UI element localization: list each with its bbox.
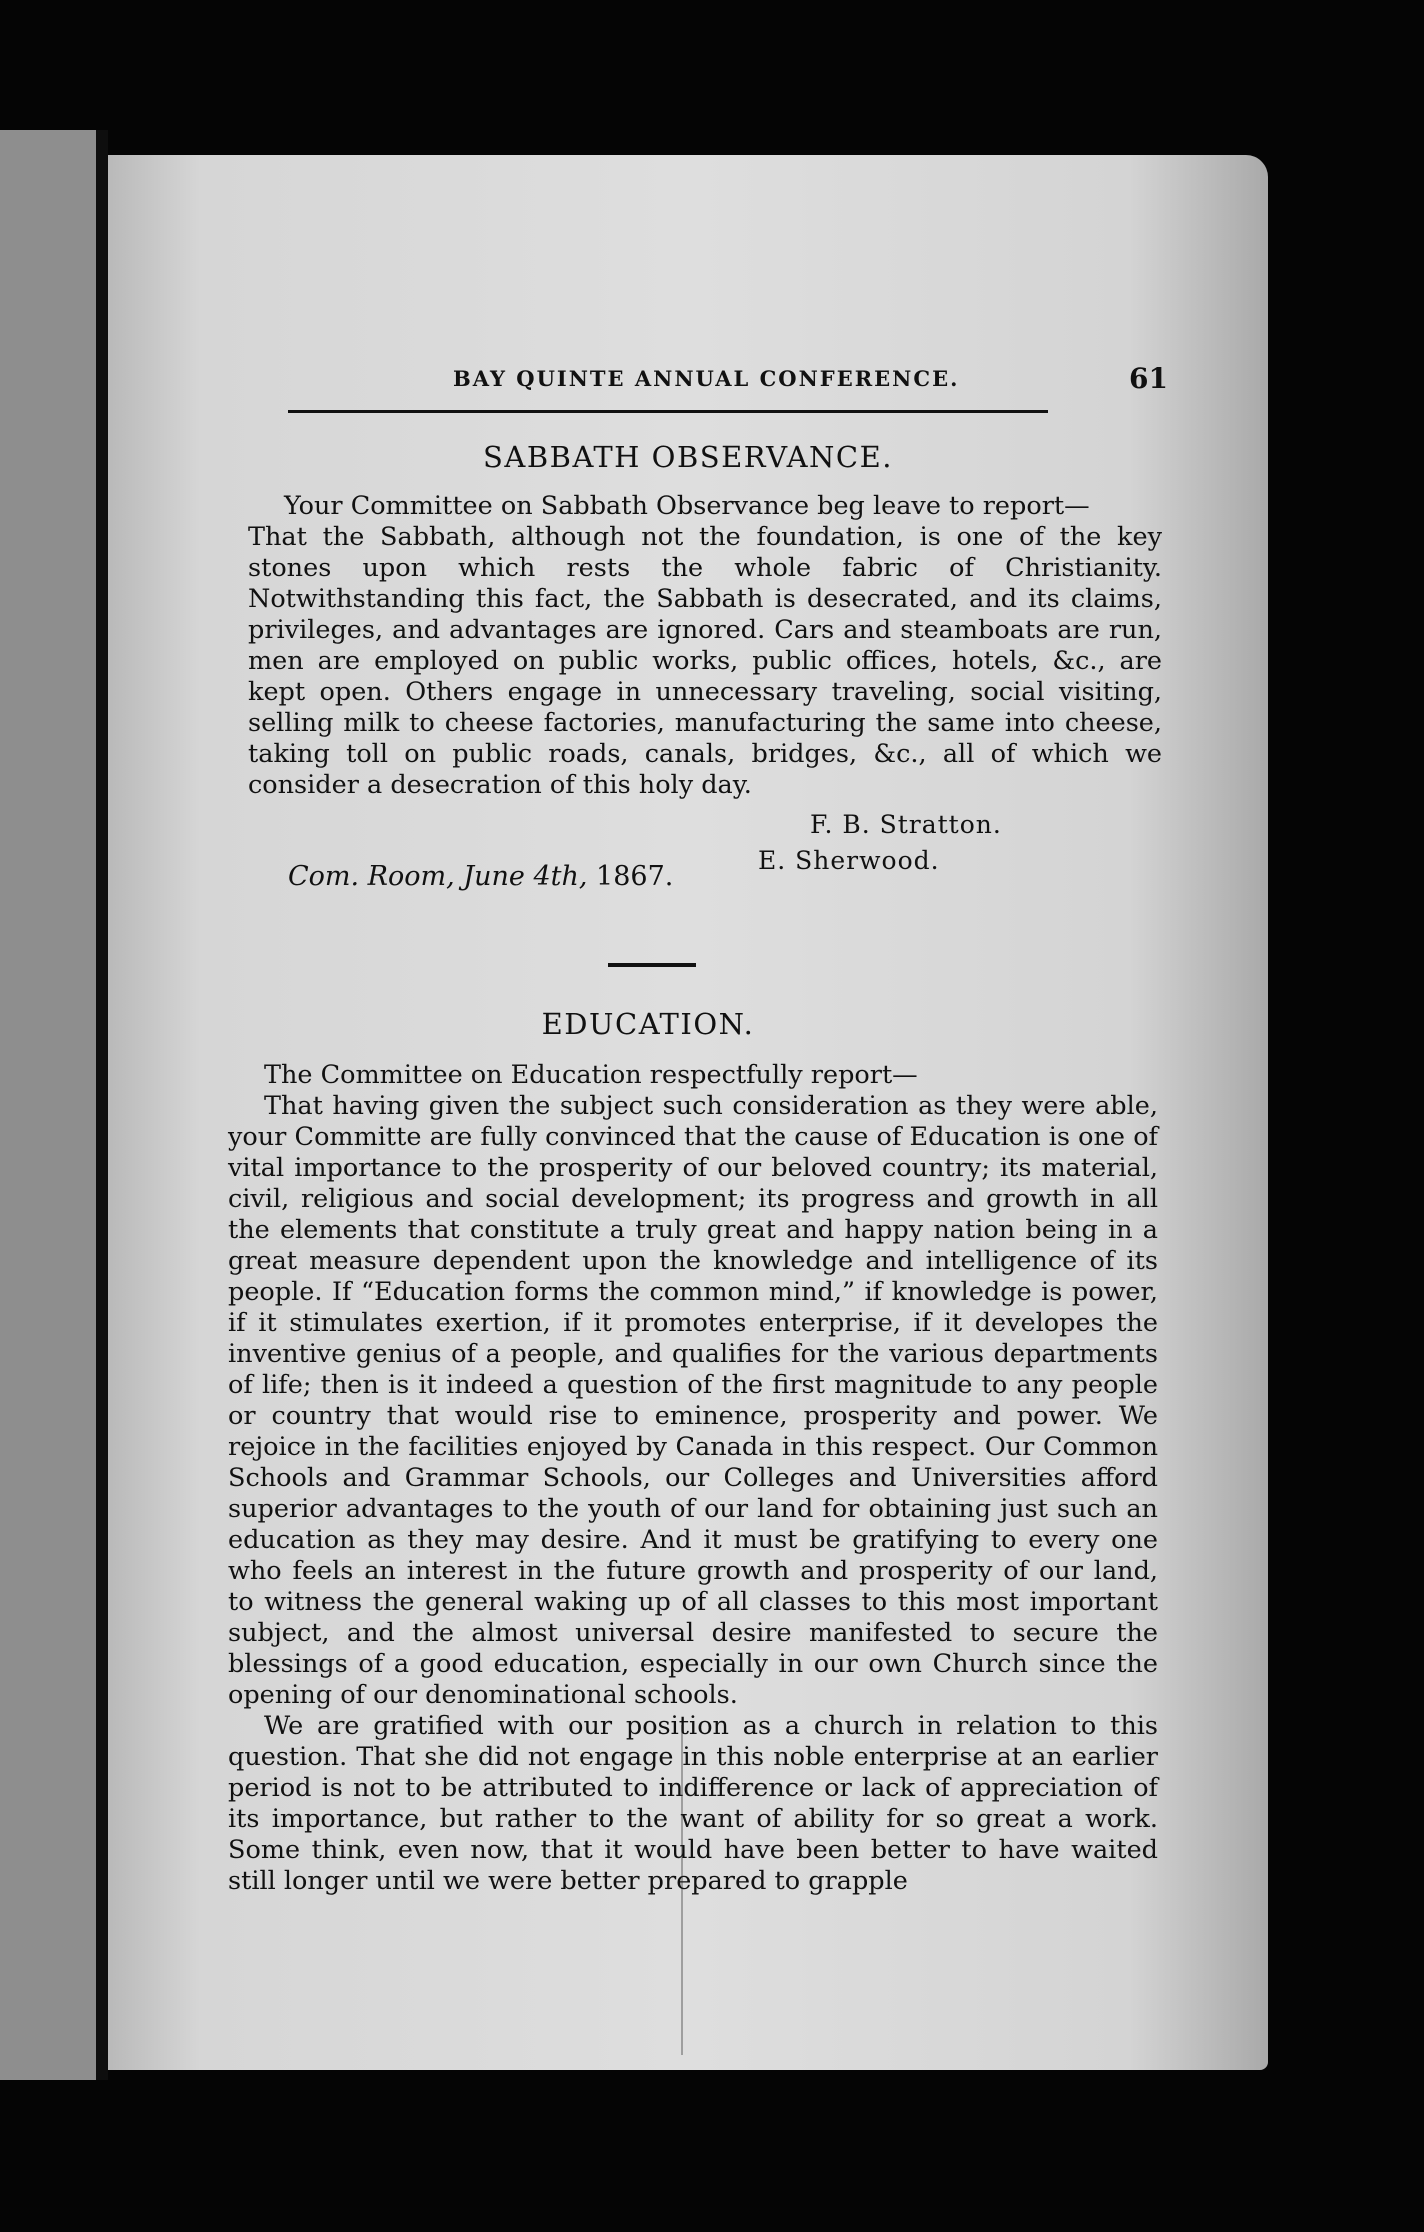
- page-fold-crease: [681, 1725, 683, 2055]
- signatory-sherwood: E. Sherwood.: [758, 846, 940, 875]
- education-body: [228, 1060, 1158, 1897]
- date-place: Com. Room, June 4th,: [288, 861, 588, 892]
- sabbath-body: [248, 491, 1162, 801]
- sabbath-title: SABBATH OBSERVANCE.: [483, 440, 893, 474]
- education-paragraph-3: We are gratified with our position as a church in relation to this question. That she did not engage in this noble enterprise at an earlier period is not to be attributed to indifference or lack of appreciation of its importance, but rather to the want of ability for so great a work. Some think, even now, that it would have been better to have waited still longer until we were better prepared to grapple: [228, 1711, 1158, 1896]
- signatory-stratton: F. B. Stratton.: [810, 810, 1002, 839]
- facing-page-edge: [0, 130, 96, 2080]
- page-number: 61: [1129, 362, 1168, 395]
- education-paragraph-2: That having given the subject such consideration as they were able, your Committe are fully convinced that the cause of Education is one of vital importance to the prosperity of our beloved country; its material, civil, religious and social development; its progress and growth in all the elements that constitute a truly great and happy nation being in a great measure dependent upon the knowledge and intelligence of its people. If “Education forms the common mind,” if knowledge is power, if it stimulates exertion, if it promotes enterprise, if it developes the inventive genius of a people, and qualifies for the various departments of life; then is it indeed a question of the first magnitude to any people or country that would rise to eminence, prosperity and power. We rejoice in the facilities enjoyed by Canada in this respect. Our Common Schools and Grammar Schools, our Colleges and Universities afford superior advantages to the youth of our land for obtaining just such an education as they may desire. And it must be gratifying to every one who feels an interest in the future growth and prosperity of our land, to witness the general waking up of all classes to this most important subject, and the almost universal desire manifested to secure the blessings of a good education, especially in our own Church since the opening of our denominational schools.: [228, 1091, 1158, 1710]
- date-year: 1867.: [596, 861, 674, 892]
- page-header: [288, 362, 1168, 396]
- committee-date: [288, 861, 673, 892]
- header-rule: [288, 410, 1048, 413]
- document-page: [108, 155, 1268, 2070]
- sabbath-paragraph-1: Your Committee on Sabbath Observance beg leave to report—: [284, 491, 1090, 521]
- section-divider: [608, 963, 696, 967]
- sabbath-paragraph-2: That the Sabbath, although not the foundation, is one of the key stones upon which rests the whole fabric of Christianity. Notwithstanding this fact, the Sabbath is desecrated, and its claims, privileges, and advantages are ignored. Cars and steamboats are run, men are employed on public works, public offices, hotels, &c., are kept open. Others engage in unnecessary traveling, social visiting, selling milk to cheese factories, manufacturing the same into cheese, taking toll on public roads, canals, bridges, &c., all of which we consider a desecration of this holy day.: [248, 522, 1162, 800]
- running-head: BAY QUINTE ANNUAL CONFERENCE.: [453, 366, 960, 391]
- sabbath-signatories: [758, 807, 1088, 879]
- education-title: EDUCATION.: [541, 1007, 755, 1041]
- education-paragraph-1: The Committee on Education respectfully report—: [264, 1060, 918, 1090]
- book-spine: [96, 130, 108, 2080]
